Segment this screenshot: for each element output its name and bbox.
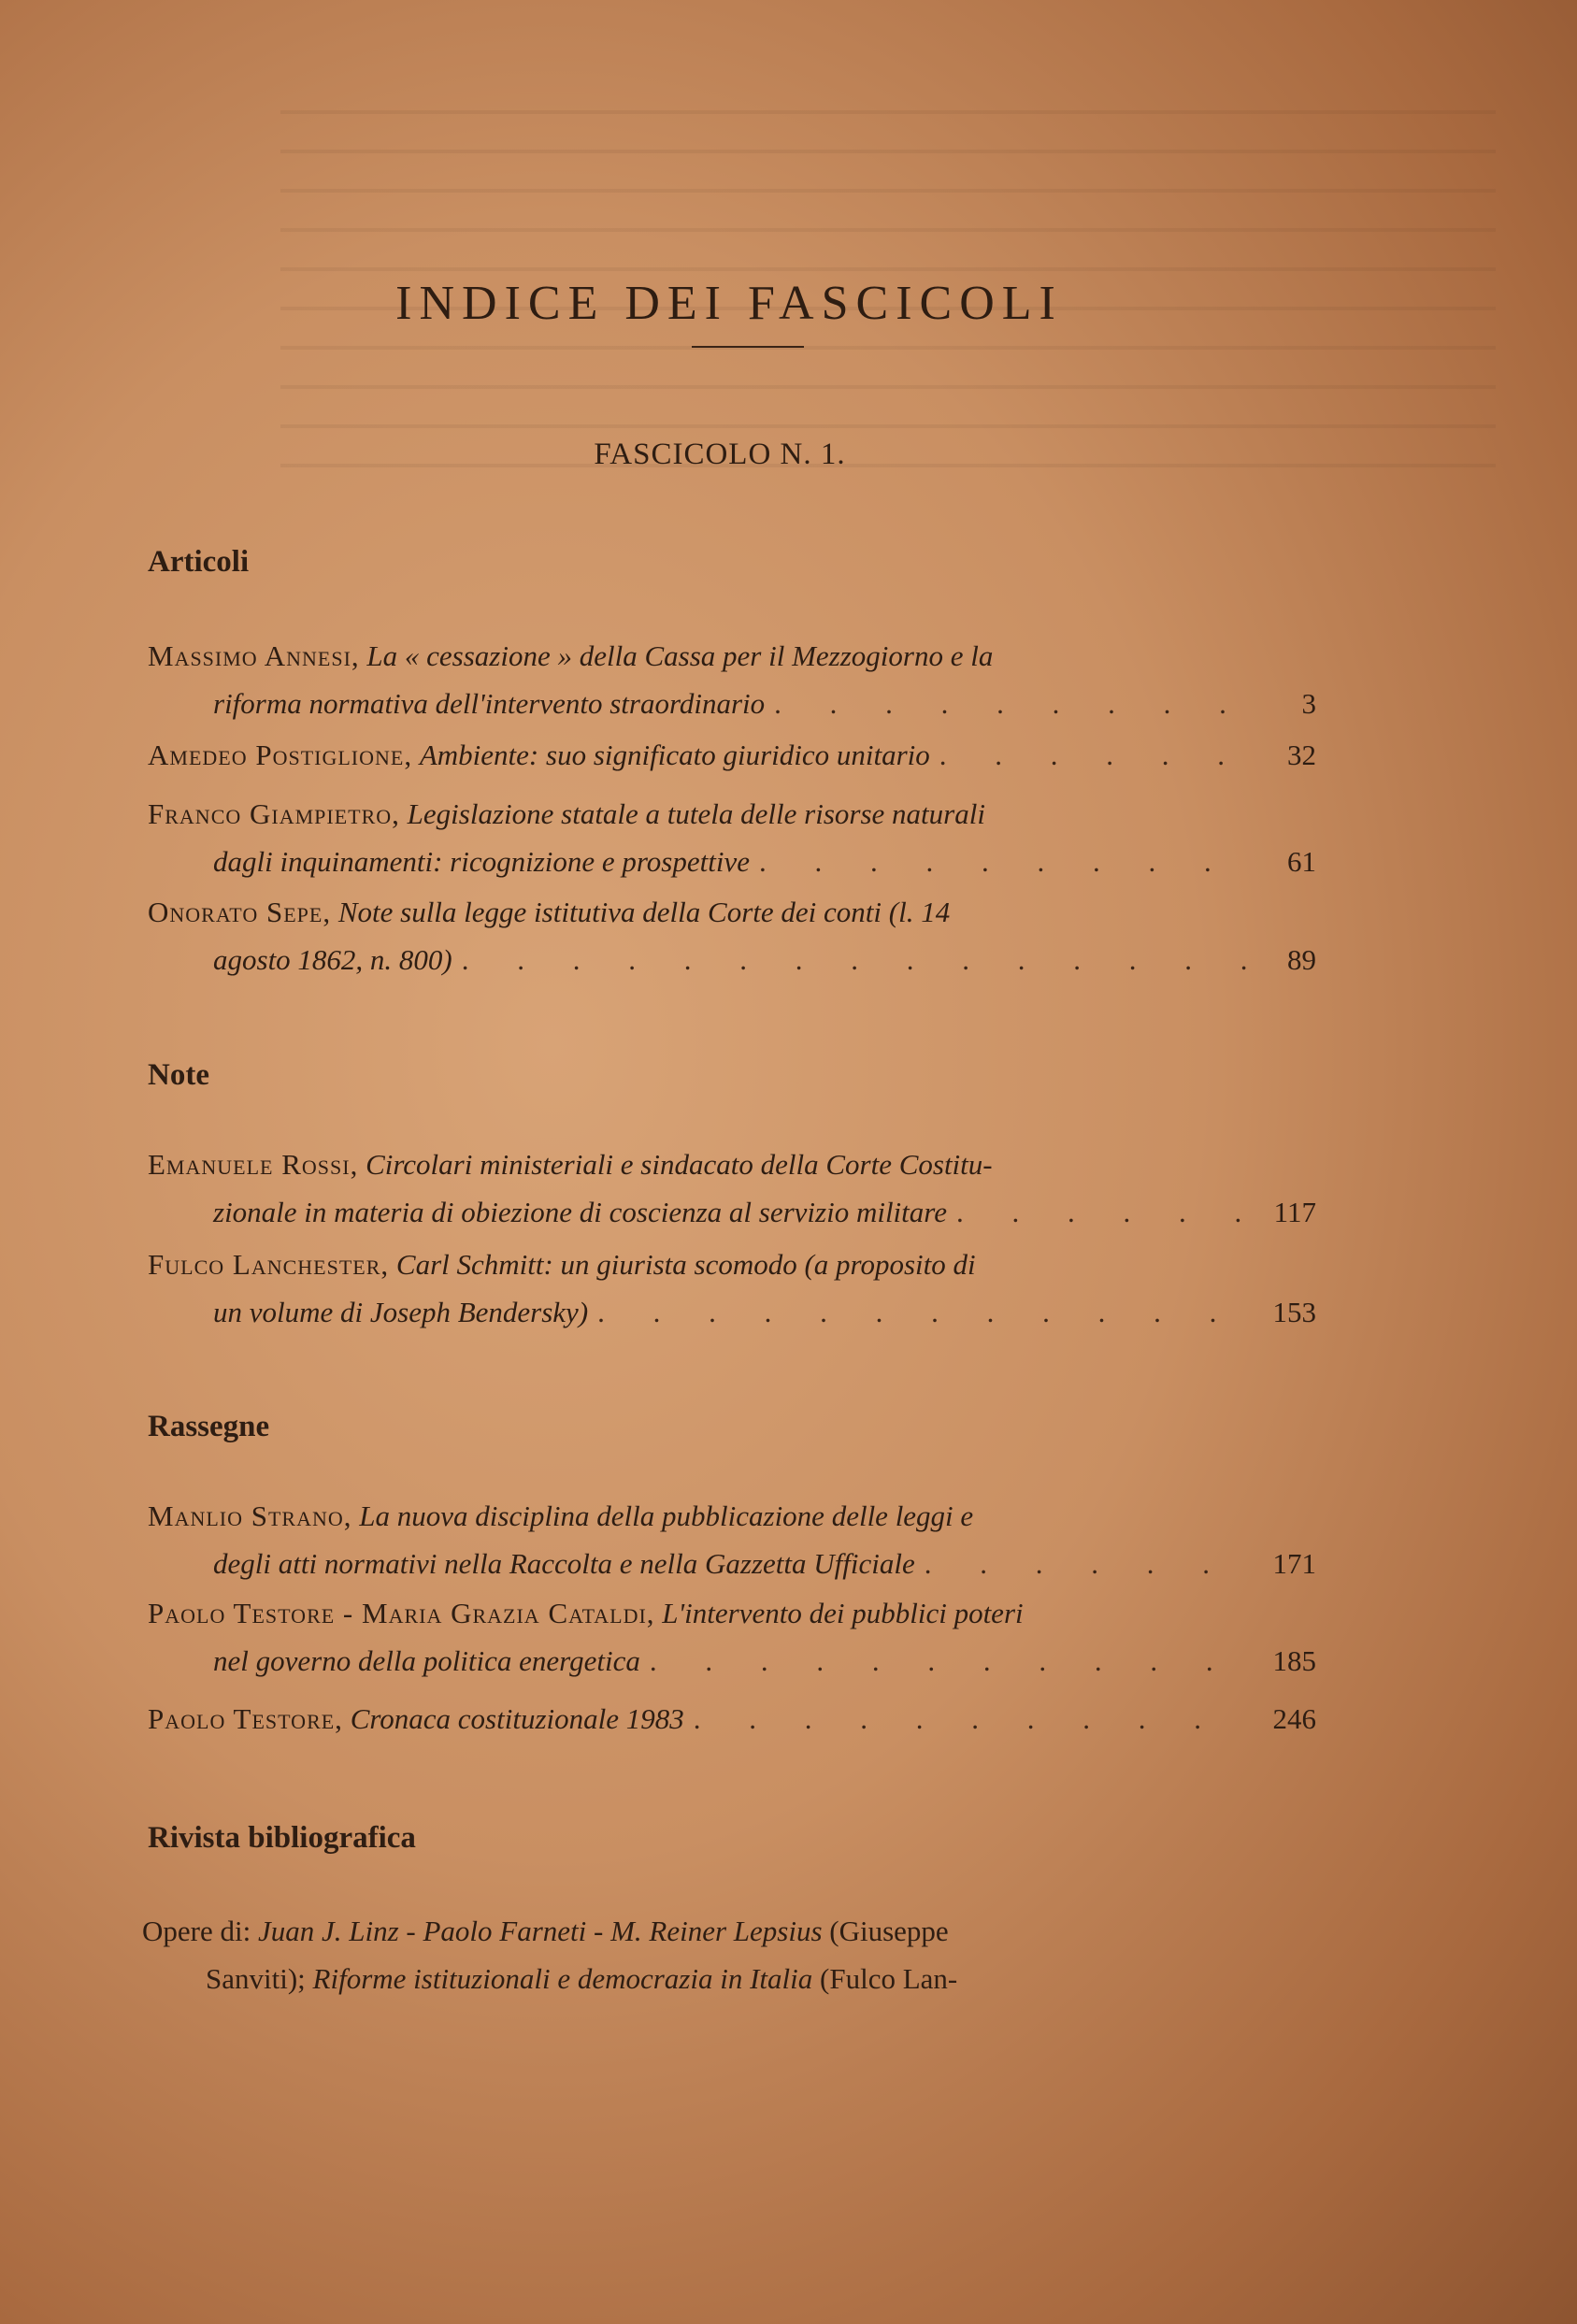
entry-author: Paolo Testore, bbox=[148, 1702, 343, 1735]
leader-dots bbox=[939, 731, 1251, 779]
entry-title: Note sulla legge istitutiva della Corte dei conti (l. 14 bbox=[337, 896, 951, 928]
entry-title-cont: degli atti normativi nella Raccolta e nella Gazzetta Ufficiale bbox=[213, 1547, 915, 1580]
page-number: 185 bbox=[1272, 1644, 1316, 1677]
page-number: 153 bbox=[1272, 1296, 1316, 1328]
fascicolo-heading: FASCICOLO N. 1. bbox=[594, 438, 846, 471]
entry-title: Ambiente: suo significato giuridico unitario bbox=[419, 739, 930, 771]
biblio-entry bbox=[142, 1907, 1217, 2002]
toc-entry bbox=[148, 790, 1316, 885]
toc-entry bbox=[148, 1589, 1316, 1685]
entry-title: L'intervento dei pubblici poteri bbox=[662, 1597, 1024, 1629]
entry-author: Paolo Testore - Maria Grazia Cataldi, bbox=[148, 1597, 655, 1629]
entry-author: Massimo Annesi, bbox=[148, 639, 360, 672]
biblio-reviewer: (Fulco Lan- bbox=[820, 1962, 958, 1995]
toc-entry bbox=[148, 888, 1316, 983]
toc-entry bbox=[148, 1695, 1316, 1743]
leader-dots bbox=[694, 1695, 1251, 1743]
toc-entry bbox=[148, 1241, 1316, 1336]
entry-author: Onorato Sepe, bbox=[148, 896, 332, 928]
entry-title-cont: un volume di Joseph Bendersky) bbox=[213, 1296, 589, 1328]
entry-title: Carl Schmitt: un giurista scomodo (a proposito di bbox=[395, 1248, 976, 1281]
entry-title-cont: riforma normativa dell'intervento straordinario bbox=[213, 687, 766, 720]
toc-entry bbox=[148, 1492, 1316, 1587]
toc-entry bbox=[148, 731, 1316, 779]
page-number: 3 bbox=[1301, 687, 1316, 720]
leader-dots bbox=[462, 936, 1251, 983]
page-number: 246 bbox=[1272, 1702, 1316, 1735]
section-heading-articoli: Articoli bbox=[148, 545, 250, 579]
leader-dots bbox=[650, 1637, 1251, 1685]
page-number: 117 bbox=[1273, 1196, 1316, 1228]
leader-dots bbox=[759, 838, 1251, 885]
biblio-reviewer-cont: Sanviti); bbox=[206, 1962, 306, 1995]
entry-author: Amedeo Postiglione, bbox=[148, 739, 413, 771]
page-number: 89 bbox=[1287, 943, 1316, 976]
page-number: 61 bbox=[1287, 845, 1316, 878]
entry-title: Cronaca costituzionale 1983 bbox=[350, 1702, 684, 1735]
biblio-reviewer: (Giuseppe bbox=[829, 1915, 949, 1947]
toc-entry bbox=[148, 1140, 1316, 1236]
entry-title-cont: nel governo della politica energetica bbox=[213, 1644, 640, 1677]
entry-author: Emanuele Rossi, bbox=[148, 1148, 359, 1181]
entry-title-cont: dagli inquinamenti: ricognizione e prospettive bbox=[213, 845, 750, 878]
section-heading-note: Note bbox=[148, 1058, 209, 1092]
section-heading-rassegne: Rassegne bbox=[148, 1410, 270, 1443]
entry-title: La nuova disciplina della pubblicazione delle leggi e bbox=[359, 1499, 974, 1532]
biblio-authors: Juan J. Linz - Paolo Farneti - M. Reiner Lepsius bbox=[257, 1915, 823, 1947]
leader-dots bbox=[956, 1188, 1251, 1236]
biblio-prefix: Opere di: bbox=[142, 1915, 251, 1947]
show-through-text bbox=[280, 75, 1496, 467]
leader-dots bbox=[597, 1288, 1251, 1336]
section-heading-rivista: Rivista bibliografica bbox=[148, 1821, 416, 1855]
entry-title-cont: agosto 1862, n. 800) bbox=[213, 943, 452, 976]
page-number: 32 bbox=[1287, 739, 1316, 771]
title-rule bbox=[692, 346, 804, 348]
entry-title-cont: zionale in materia di obiezione di coscienza al servizio militare bbox=[213, 1196, 947, 1228]
leader-dots bbox=[925, 1540, 1251, 1587]
entry-author: Manlio Strano, bbox=[148, 1499, 352, 1532]
page-title: INDICE DEI FASCICOLI bbox=[395, 277, 1063, 330]
entry-author: Fulco Lanchester, bbox=[148, 1248, 390, 1281]
toc-entry bbox=[148, 632, 1316, 727]
entry-author: Franco Giampietro, bbox=[148, 797, 400, 830]
entry-title: Circolari ministeriali e sindacato della Corte Costitu- bbox=[366, 1148, 993, 1181]
entry-title: La « cessazione » della Cassa per il Mezzogiorno e la bbox=[366, 639, 994, 672]
entry-title: Legislazione statale a tutela delle risorse naturali bbox=[407, 797, 985, 830]
leader-dots bbox=[774, 680, 1251, 727]
page-number: 171 bbox=[1272, 1547, 1316, 1580]
biblio-title: Riforme istituzionali e democrazia in Italia bbox=[312, 1962, 813, 1995]
